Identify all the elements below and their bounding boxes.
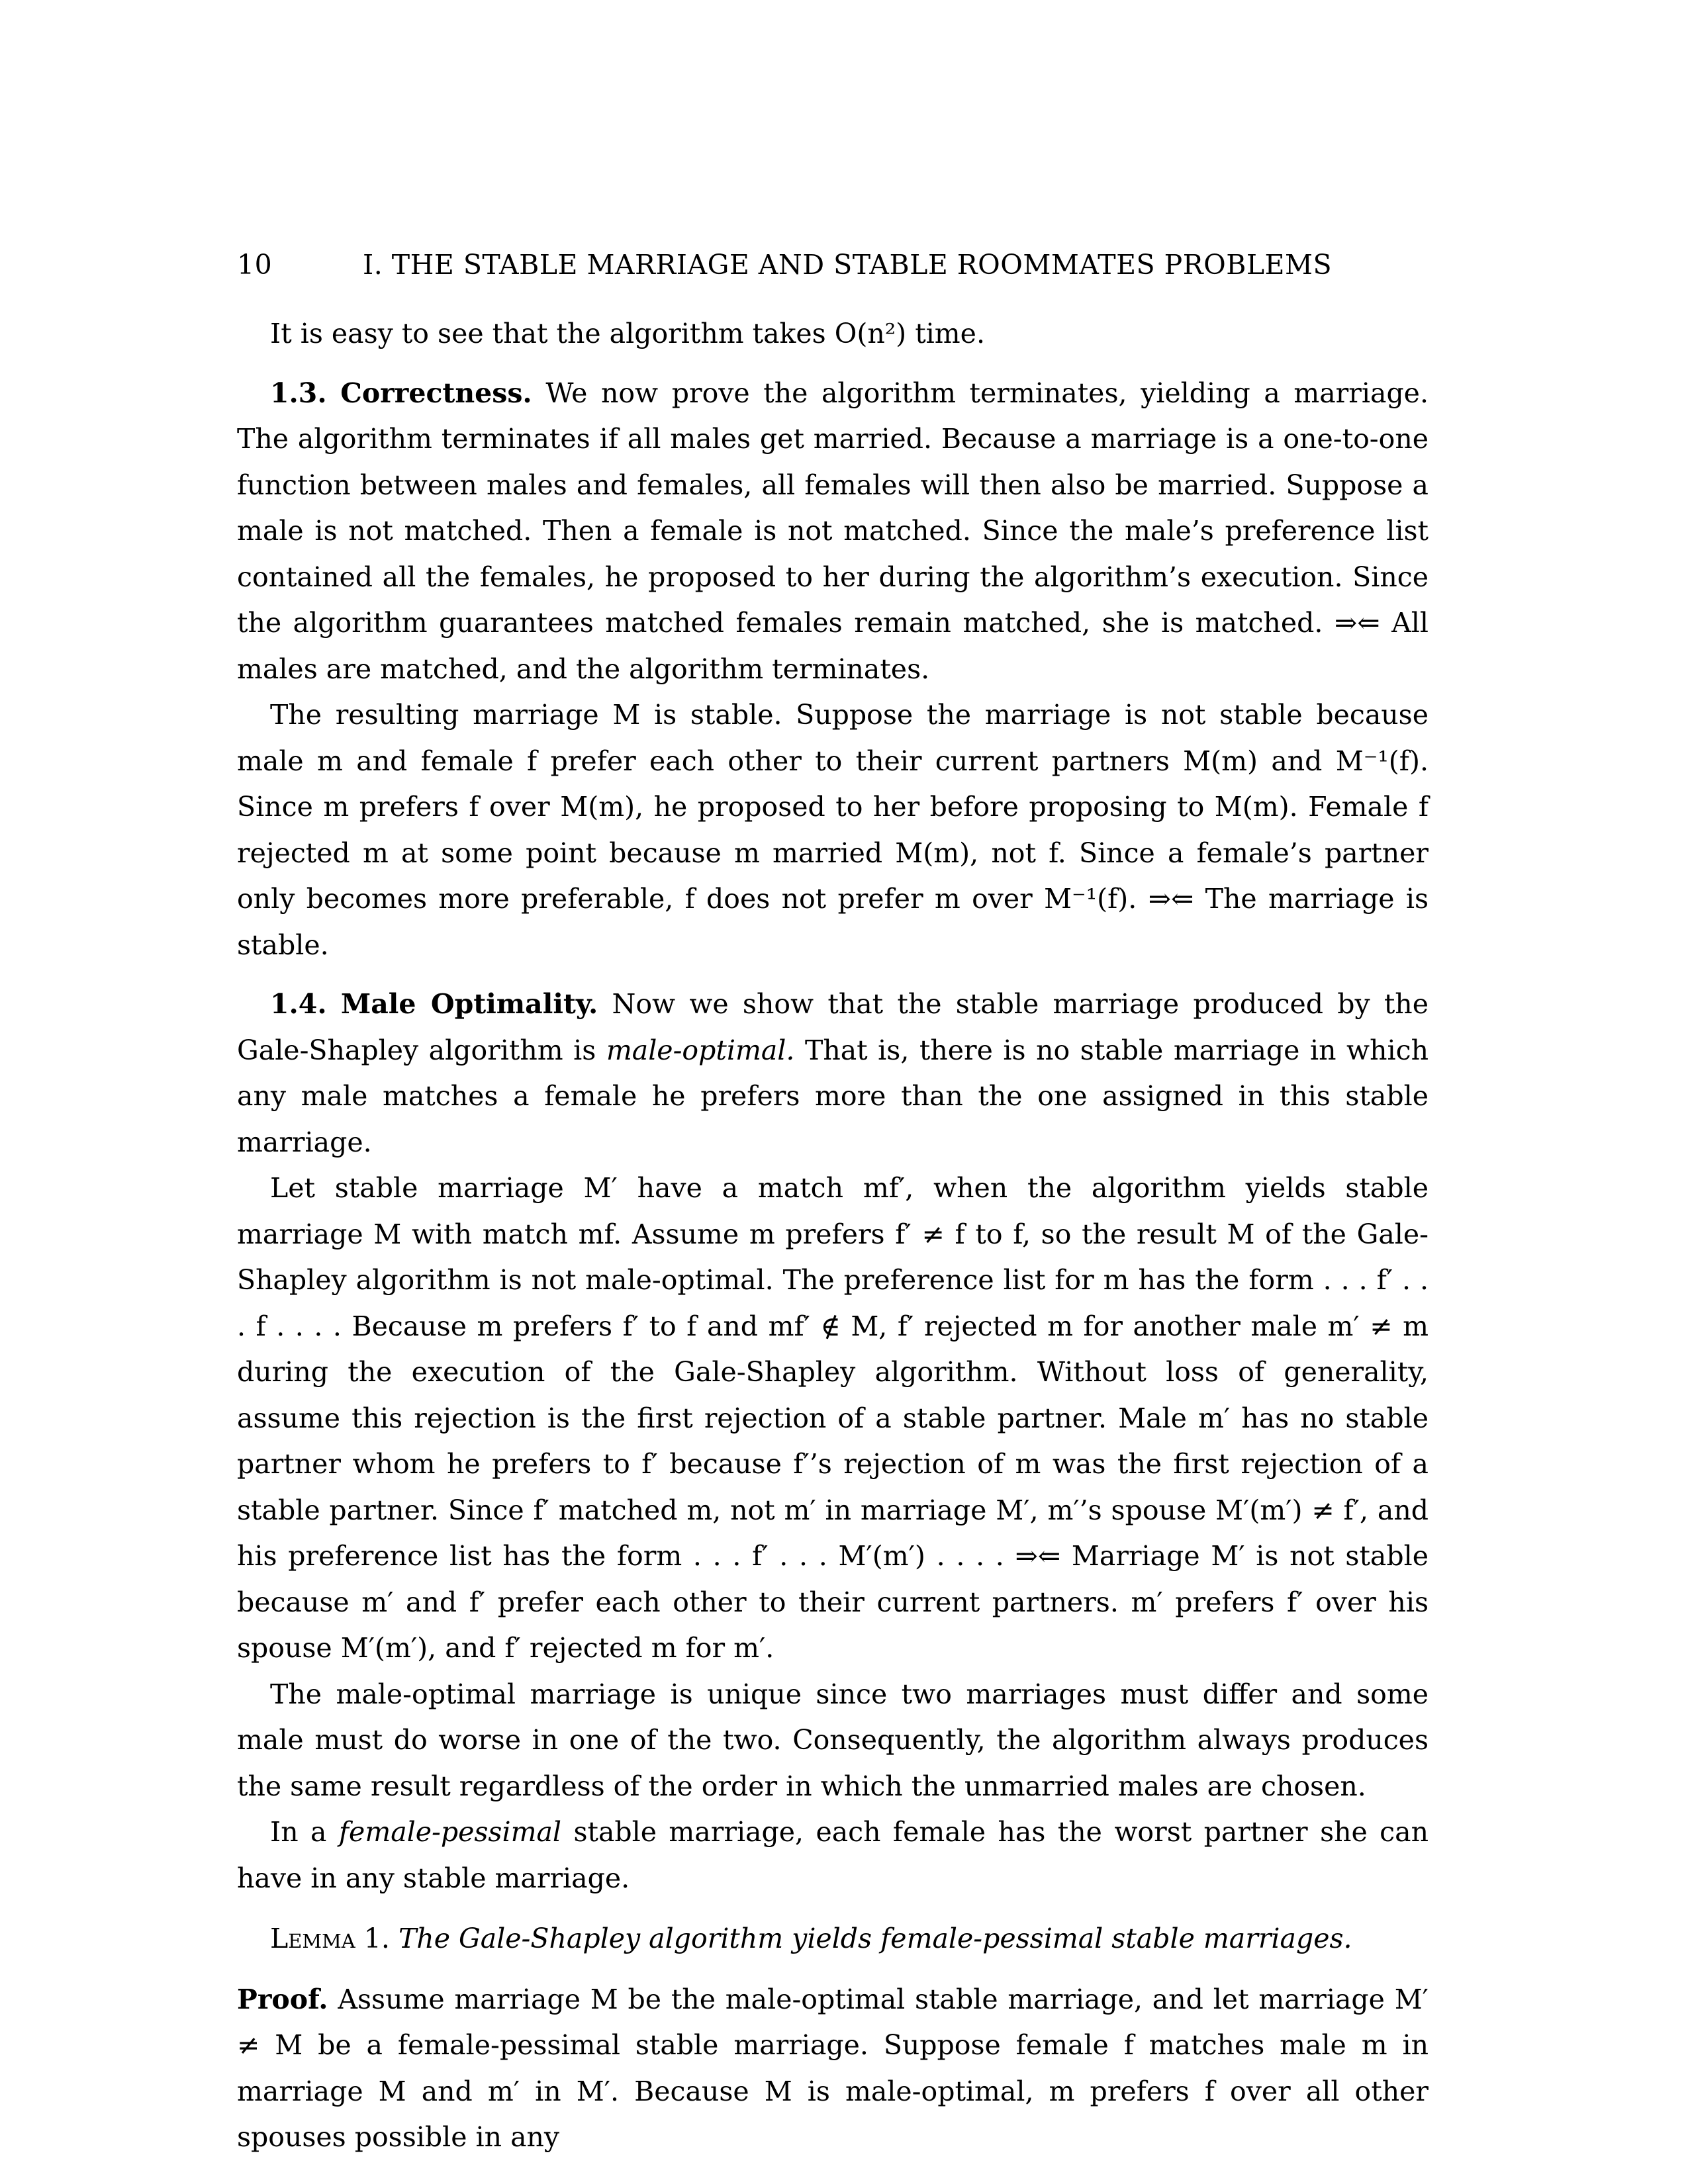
section-number: 1.3. <box>270 377 327 409</box>
lemma-statement <box>237 1916 1429 1962</box>
section-text: Now we show that the stable marriage produced by the Gale-Shapley algorithm is <box>237 988 1429 1066</box>
proof-text: Assume marriage M be the male-optimal stable marriage, and let marriage M′ ≠ M be a female-pessimal stable marriage. Suppose female f matches male m in marriage M and m′ in M′. Because M is male-optimal, m prefers f over all other spouses possible in any <box>237 1983 1429 2153</box>
intro-paragraph: It is easy to see that the algorithm takes O(n²) time. <box>270 318 985 349</box>
proof-label: Proof. <box>237 1983 328 2015</box>
section-1-3-paragraph-1 <box>237 371 1429 693</box>
paragraph-text: stable marriage, each female has the worst partner she can have in any stable marriage. <box>237 1816 1429 1894</box>
section-text: We now prove the algorithm terminates, yielding a marriage. The algorithm terminates if all males get married. Because a marriage is a one-to-one function between males and females, all females will then also be married. Suppose a male is not matched. Then a female is not matched. Since the male’s preference list contained all the females, he proposed to her during the algorithm’s execution. Since the algorithm guarantees matched females remain matched, she is matched. ⇒⇐ All males are matched, and the algorithm terminates. <box>237 377 1429 685</box>
emphasis-term: female-pessimal <box>338 1816 562 1848</box>
emphasis-term: male-optimal. <box>606 1034 795 1066</box>
page-number: 10 <box>237 249 273 281</box>
section-1-4-paragraph-1 <box>237 981 1429 1165</box>
page-header <box>237 249 1429 289</box>
proof-paragraph <box>237 1977 1429 2161</box>
section-text: That is, there is no stable marriage in which any male matches a female he prefers more than the one assigned in this stable marriage. <box>237 1034 1429 1158</box>
section-1-3-paragraph-2: The resulting marriage M is stable. Suppose the marriage is not stable because male m and female f prefer each other to their current partners M(m) and M⁻¹(f). Since m prefers f over M(m), he proposed to her before proposing to M(m). Female f rejected m at some point because m married M(m), not f. Since a female’s partner only becomes more preferable, f does not prefer m over M⁻¹(f). ⇒⇐ The marriage is stable. <box>237 699 1429 961</box>
paragraph-text: In a <box>270 1816 327 1848</box>
page-body <box>237 311 1429 2161</box>
section-title: Male Optimality. <box>340 988 598 1020</box>
section-1-4-paragraph-4 <box>237 1809 1429 1901</box>
section-1-4-paragraph-2: Let stable marriage M′ have a match mf′, when the algorithm yields stable marriage M with match mf. Assume m prefers f′ ≠ f to f, so the result M of the Gale-Shapley algorithm is not male-optimal. The preference list for m has the form . . . f′ . . . f . . . . Because m prefers f′ to f and mf′ ∉ M, f′ rejected m for another male m′ ≠ m during the execution of the Gale-Shapley algorithm. Without loss of generality, assume this rejection is the first rejection of a stable partner. Male m′ has no stable partner whom he prefers to f′ because f′’s rejection of m was the first rejection of a stable partner. Since f′ matched m, not m′ in marriage M′, m′’s spouse M′(m′) ≠ f′, and his preference list has the form . . . f′ . . . M′(m′) . . . . ⇒⇐ Marriage M′ is not stable because m′ and f′ prefer each other to their current partners. m′ prefers f′ over his spouse M′(m′), and f′ rejected m for m′. <box>237 1172 1429 1664</box>
lemma-text: The Gale-Shapley algorithm yields female-pessimal stable marriages. <box>398 1923 1352 1954</box>
section-title: Correctness. <box>340 377 532 409</box>
lemma-label: Lemma 1. <box>270 1923 390 1954</box>
section-1-4-paragraph-3: The male-optimal marriage is unique since two marriages must differ and some male must do worse in one of the two. Consequently, the algorithm always produces the same result regardless of the order in which the unmarried males are chosen. <box>237 1678 1429 1802</box>
running-head: I. THE STABLE MARRIAGE AND STABLE ROOMMATES PROBLEMS <box>363 249 1333 281</box>
section-number: 1.4. <box>270 988 327 1020</box>
